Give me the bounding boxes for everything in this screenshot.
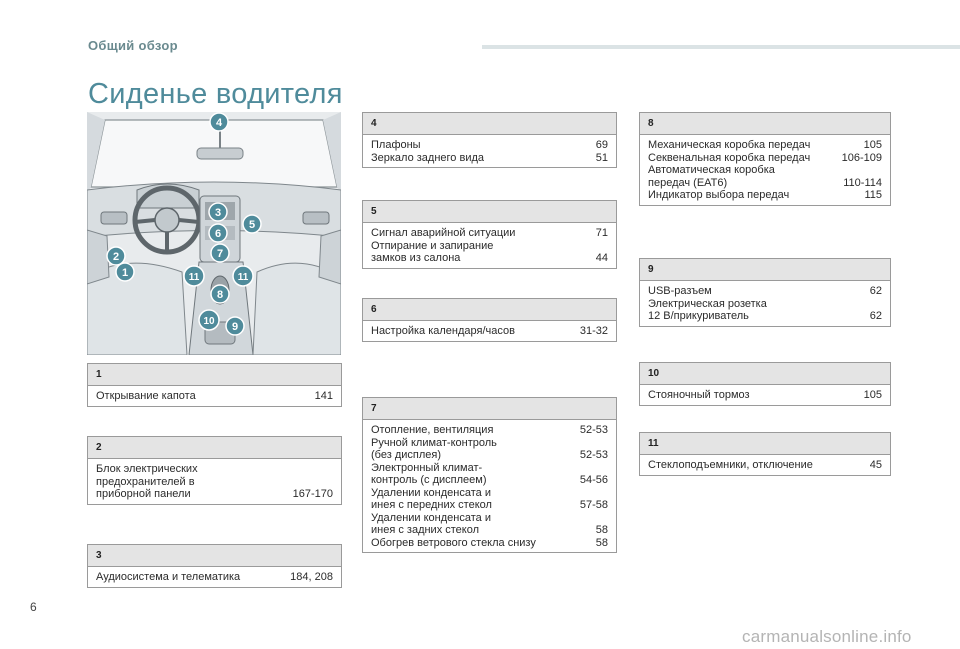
box-number: 10	[640, 363, 890, 385]
list-item: Удалении конденсата и инея с задних стекол 58	[371, 511, 608, 536]
callout-5-label: 5	[248, 219, 256, 231]
box-number: 3	[88, 545, 341, 567]
callout-9	[226, 317, 244, 335]
box-number: 8	[640, 113, 890, 135]
callout-7-label: 7	[216, 248, 224, 260]
box-number: 1	[88, 364, 341, 386]
callout-4	[210, 113, 228, 131]
list-item: USB-разъем 62	[648, 285, 882, 297]
info-box-11	[639, 432, 891, 476]
callout-6	[209, 224, 227, 242]
info-box-6	[362, 298, 617, 342]
box-number: 7	[363, 398, 616, 420]
list-item: Плафоны 69	[371, 139, 608, 151]
callout-11-left-label: 11	[188, 272, 200, 283]
box-number: 11	[640, 433, 890, 455]
info-box-9	[639, 258, 891, 327]
info-box-8	[639, 112, 891, 206]
list-item: Автоматическая коробка передач (EAT6) 110-114	[648, 164, 882, 189]
list-item: Открывание капота 141	[96, 390, 333, 402]
callout-10	[199, 310, 219, 330]
page-title: Сиденье водителя	[88, 78, 343, 110]
list-item: Обогрев ветрового стекла снизу 58	[371, 536, 608, 549]
list-item: Сигнал аварийной ситуации 71	[371, 227, 608, 239]
callout-3	[209, 203, 227, 221]
box-number: 6	[363, 299, 616, 321]
list-item: Механическая коробка передач 105	[648, 139, 882, 151]
info-box-5	[362, 200, 617, 269]
callout-6-label: 6	[214, 228, 222, 240]
list-item: Индикатор выбора передач 115	[648, 189, 882, 201]
header-bar	[482, 45, 960, 49]
info-box-7	[362, 397, 617, 553]
callout-2	[107, 247, 125, 265]
box-number: 5	[363, 201, 616, 223]
cockpit-drawing	[87, 112, 341, 355]
info-box-4	[362, 112, 617, 168]
callout-7	[211, 244, 229, 262]
callout-11-right	[233, 266, 253, 286]
info-box-1	[87, 363, 342, 407]
callout-2-label: 2	[112, 251, 120, 263]
info-box-3	[87, 544, 342, 588]
list-item: Стеклоподъемники, отключение 45	[648, 459, 882, 471]
list-item: Отопление, вентиляция 52-53	[371, 424, 608, 436]
list-item: Электрическая розетка 12 В/прикуриватель 62	[648, 297, 882, 322]
callout-4-label: 4	[215, 117, 223, 129]
list-item: Отпирание и запирание замков из салона 44	[371, 239, 608, 264]
callout-10-label: 10	[203, 316, 215, 327]
list-item: Электронный климат- контроль (с дисплеем) 54-56	[371, 461, 608, 486]
callout-8-label: 8	[216, 289, 224, 301]
callout-3-label: 3	[214, 207, 222, 219]
info-box-10	[639, 362, 891, 406]
box-number: 4	[363, 113, 616, 135]
callout-1	[116, 263, 134, 281]
list-item: Удалении конденсата и инея с передних стекол 57-58	[371, 486, 608, 511]
list-item: Стояночный тормоз 105	[648, 389, 882, 401]
callout-11-right-label: 11	[237, 272, 249, 283]
callout-1-label: 1	[121, 267, 129, 279]
section-label: Общий обзор	[88, 38, 178, 53]
page-number: 6	[30, 600, 37, 614]
callout-9-label: 9	[231, 321, 239, 333]
list-item: Аудиосистема и телематика 184, 208	[96, 571, 333, 583]
box-number: 2	[88, 437, 341, 459]
watermark: carmanualsonline.info	[742, 627, 912, 646]
box-number: 9	[640, 259, 890, 281]
list-item: Настройка календаря/часов 31-32	[371, 325, 608, 337]
callout-5	[243, 215, 261, 233]
cockpit-illustration	[87, 112, 341, 355]
list-item: Зеркало заднего вида 51	[371, 151, 608, 164]
list-item: Секвенальная коробка передач 106-109	[648, 151, 882, 164]
list-item: Блок электрических предохранителей в приборной панели 167-170	[96, 463, 333, 500]
info-box-2	[87, 436, 342, 505]
callout-11-left	[184, 266, 204, 286]
list-item: Ручной климат-контроль (без дисплея) 52-53	[371, 436, 608, 461]
callout-8	[211, 285, 229, 303]
